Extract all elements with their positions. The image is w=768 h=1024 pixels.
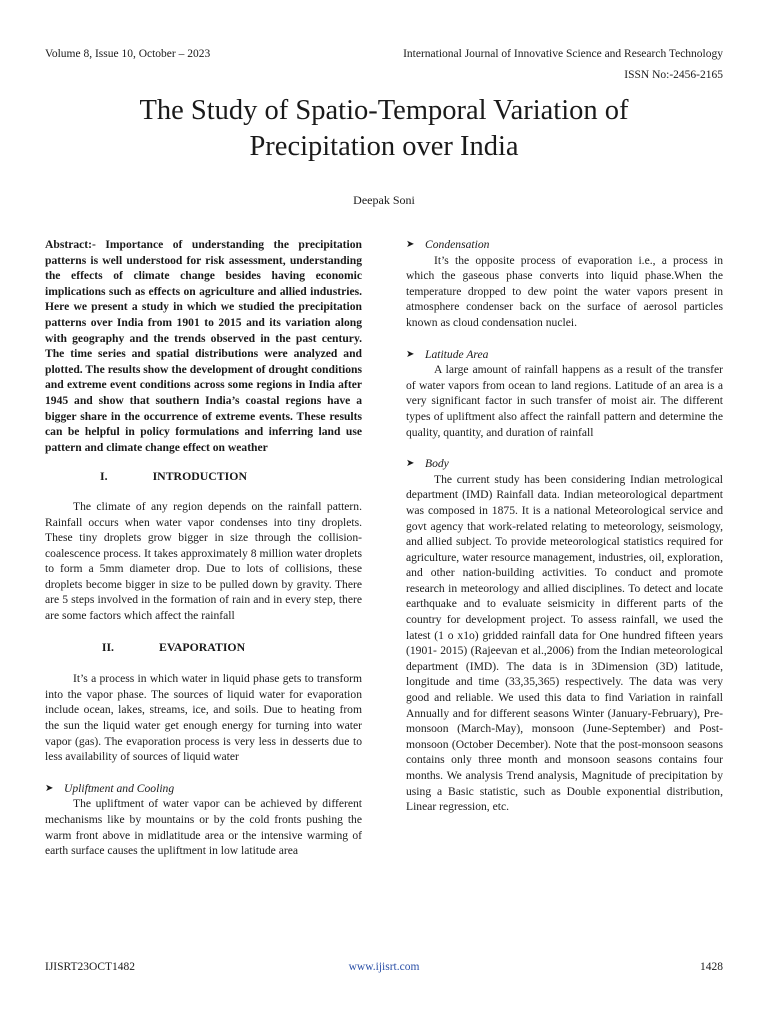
subheading-label: Body <box>425 457 449 471</box>
condensation-text: It’s the opposite process of evaporation i.e., a process in which the gaseous phase converts into liquid phase.When the temperature dropped to dew point the water vapors present in atmosphere condenser back on the surface of aerosol particles known as cloud condensation nuclei. <box>406 253 723 329</box>
bullet-arrow-icon: ➤ <box>406 239 415 250</box>
paper-title <box>0 93 768 165</box>
page-number: 1428 <box>700 961 723 973</box>
subheading-condensation <box>406 237 723 253</box>
evaporation-text: It’s a process in which water in liquid phase gets to transform into the vapor phase. The sources of liquid water for evaporation include ocean, lakes, streams, ice, and soils. Due to heating from the sun the liquid water get enough energy for turning into water vapor (gas). The evaporation process is very less in desserts due to less availability of sources of liquid water <box>45 672 362 764</box>
title-line-1: The Study of Spatio-Temporal Variation of <box>139 95 629 126</box>
subheading-label: Condensation <box>425 238 490 251</box>
introduction-text: The climate of any region depends on the rainfall pattern. Rainfall occurs when water vapor condenses into tiny droplets. These tiny droplets grow bigger in size through the collision-coalescence process. It takes approximately 8 million water droplets to form a 5mm diameter drop. Due to lots of collisions, these droplets become bigger in size to be pulled down by gravity. There are 5 steps involved in the formation of rain and in every step, there are some factors which affect the rainfall <box>45 499 362 623</box>
subheading-body <box>406 456 723 472</box>
journal-name: International Journal of Innovative Science and Research Technology <box>403 48 723 60</box>
subheading-label: Latitude Area <box>425 347 489 361</box>
volume-issue: Volume 8, Issue 10, October – 2023 <box>45 48 211 60</box>
article-code: IJISRT23OCT1482 <box>45 961 136 973</box>
journal-url-link[interactable]: www.ijisrt.com <box>348 961 420 973</box>
subheading-upliftment <box>45 781 362 797</box>
bullet-arrow-icon: ➤ <box>406 458 415 470</box>
title-line-2: Precipitation over India <box>249 131 519 162</box>
author: Deepak Soni <box>353 193 415 207</box>
latitude-text: A large amount of rainfall happens as a result of the transfer of water vapors from ocean to land regions. Latitude of an area is a very significant factor in such transfer of moist air. The different types of upliftment also affect the rainfall pattern and determine the quality, quantity, and duration of rainfall <box>406 363 723 439</box>
subheading-label: Upliftment and Cooling <box>64 781 175 795</box>
section-heading-evaporation <box>45 640 362 656</box>
section-number: II. <box>101 639 115 654</box>
right-column <box>406 237 723 815</box>
section-title: INTRODUCTION <box>152 469 247 484</box>
left-column <box>45 237 362 859</box>
section-title: EVAPORATION <box>159 639 246 654</box>
bullet-arrow-icon: ➤ <box>406 348 415 360</box>
body-text: The current study has been considering Indian metrological department (IMD) Rainfall data. Indian meteorological department was composed in 1875. It is a national Meteorological service and govt agency that work-related relating to meteorology, seismology, and allied subject. To provide meteorological statistics required for agriculture, water resource management, industries, oil, exploration, and other nation-building activities. To conduct and promote research in meteorology and allied disciplines. To detect and locate earthquake and to evaluate seismicity in different parts of the country for development project. To assess rainfall, we used the latest (1 o x1o) gridded rainfall data for One hundred fifteen years (1901- 2015) (Rajeevan et al.,2006) from the Indian meteorological department (IMD). The data is in 3Dimension (3D) latitude, longitude and time (33,35,365) respectively. The data was very good and reliable. We used this data to find Variation in rainfall Annually and for different seasons Winter (January-February), Pre-monsoon (March-May), monsoon (June-September) and Post-monsoon (October December). Note that the post-monsoon seasons contains only three month and monsoon seasons contains four months. We analysis Trend analysis, Magnitude of precipitation by using a Basic statistic, such as Double exponential distribution, Linear regression, etc. <box>406 472 723 814</box>
abstract: Abstract:- Importance of understanding the precipitation patterns is well understood for risk assessment, understanding the effects of climate change besides having economic implications such as effects on agriculture and allied industries. Here we present a study in which we studied the precipitation patterns over India from 1901 to 2015 and its variation along with geography and the trends observed in the past century. The time series and spatial distributions were analyzed and plotted. The results show the development of drought conditions and extreme event conditions across some regions in India after 1945 and show that southern India’s coastal regions have a bigger share in the occurrence of extreme events. These results can be helpful in policy formulations and inferring land use pattern and climate change effect on weather <box>45 238 362 454</box>
section-heading-introduction <box>45 469 362 485</box>
bullet-arrow-icon: ➤ <box>45 782 54 794</box>
upliftment-text: The upliftment of water vapor can be achieved by different mechanisms like by mountains or by the cold fronts pushing the warm front above in midlatitude area or the intensive warming of earth surface causes the upliftment in low latitude area <box>45 797 362 858</box>
subheading-latitude <box>406 347 723 363</box>
issn: ISSN No:-2456-2165 <box>624 69 723 81</box>
section-number: I. <box>100 469 108 484</box>
